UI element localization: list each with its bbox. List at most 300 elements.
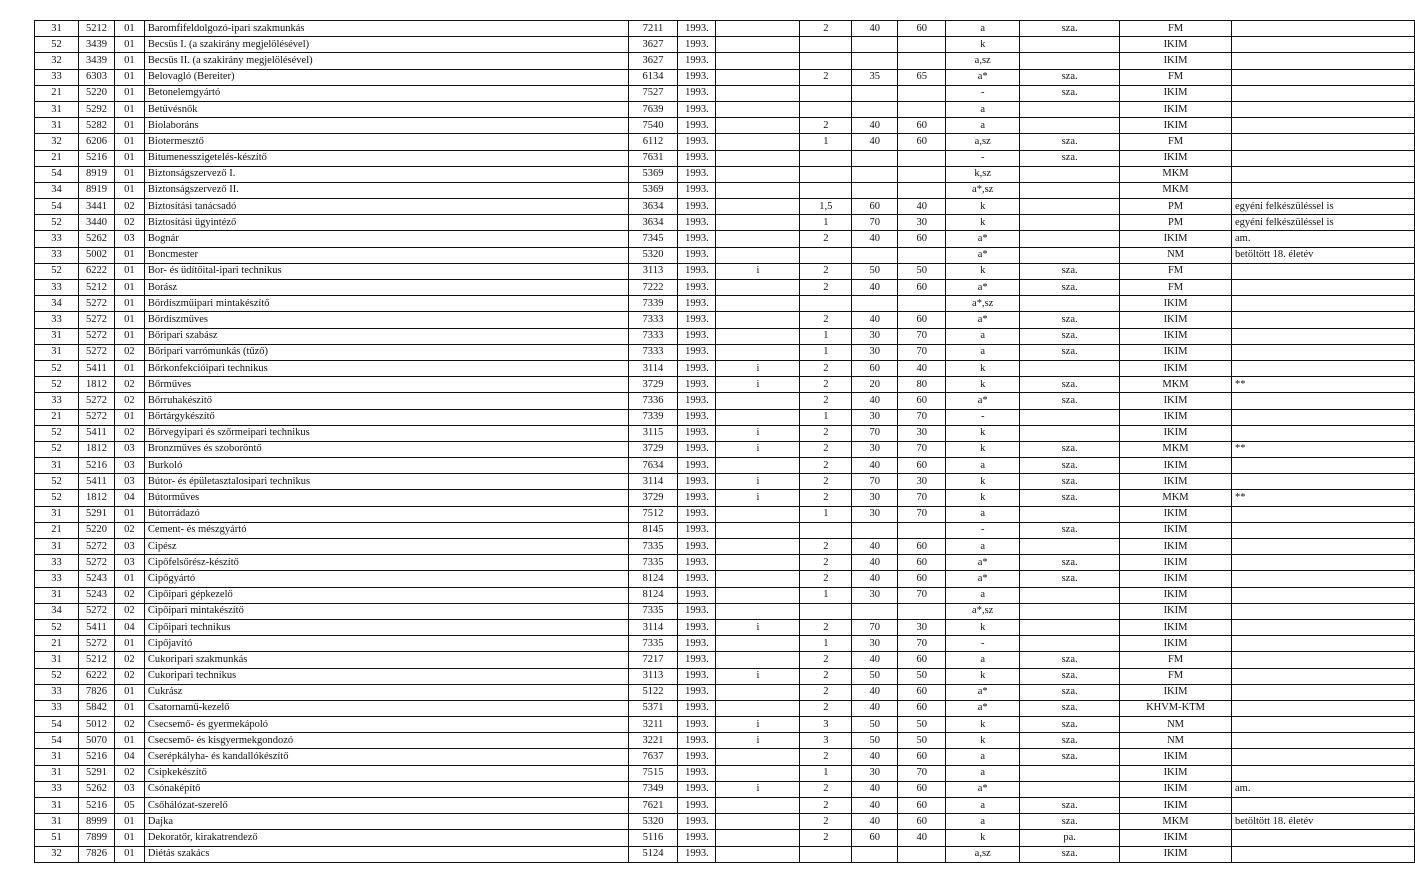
cell-entry-requirement: a <box>946 814 1020 830</box>
cell-occupation-code: 5292 <box>78 101 114 117</box>
cell-exam-note <box>1020 37 1120 53</box>
cell-year: 1993. <box>678 490 716 506</box>
cell-theory-percent: 40 <box>852 231 898 247</box>
cell-level-code: 52 <box>35 441 79 457</box>
cell-theory-percent: 50 <box>852 668 898 684</box>
cell-practice-percent: 70 <box>898 409 946 425</box>
cell-theory-percent <box>852 150 898 166</box>
cell-note <box>1232 360 1415 376</box>
cell-entry-requirement: a <box>946 328 1020 344</box>
cell-exam-note: sza. <box>1020 328 1120 344</box>
cell-year: 1993. <box>678 280 716 296</box>
cell-type-flag <box>716 522 800 538</box>
cell-note <box>1232 101 1415 117</box>
cell-exam-note: sza. <box>1020 668 1120 684</box>
cell-level-code: 31 <box>35 765 79 781</box>
cell-entry-requirement: k <box>946 377 1020 393</box>
cell-note: betöltött 18. életév <box>1232 247 1415 263</box>
cell-note <box>1232 37 1415 53</box>
table-row <box>35 749 1415 765</box>
cell-exam-note: sza. <box>1020 846 1120 862</box>
cell-practice-percent: 60 <box>898 458 946 474</box>
cell-entry-requirement: k <box>946 619 1020 635</box>
cell-exam-note: sza. <box>1020 150 1120 166</box>
cell-occupation-code: 5272 <box>78 539 114 555</box>
cell-theory-percent <box>852 522 898 538</box>
cell-feor-code: 3114 <box>628 474 678 490</box>
cell-entry-requirement: a*,sz <box>946 603 1020 619</box>
cell-duration: 2 <box>800 684 852 700</box>
cell-theory-percent: 60 <box>852 199 898 215</box>
cell-level-code: 52 <box>35 215 79 231</box>
cell-variant-code: 01 <box>114 328 144 344</box>
cell-year: 1993. <box>678 506 716 522</box>
cell-feor-code: 3729 <box>628 377 678 393</box>
cell-type-flag <box>716 166 800 182</box>
cell-entry-requirement: k <box>946 668 1020 684</box>
cell-feor-code: 3627 <box>628 53 678 69</box>
cell-entry-requirement: a* <box>946 684 1020 700</box>
cell-variant-code: 01 <box>114 312 144 328</box>
cell-entry-requirement: k <box>946 215 1020 231</box>
table-row <box>35 717 1415 733</box>
cell-year: 1993. <box>678 814 716 830</box>
cell-variant-code: 01 <box>114 85 144 101</box>
cell-practice-percent: 70 <box>898 328 946 344</box>
cell-practice-percent: 60 <box>898 700 946 716</box>
cell-entry-requirement: a <box>946 21 1020 37</box>
cell-occupation-name: Bútor- és épületasztalosipari technikus <box>144 474 628 490</box>
cell-occupation-code: 5291 <box>78 506 114 522</box>
cell-type-flag <box>716 53 800 69</box>
cell-entry-requirement: k <box>946 199 1020 215</box>
cell-note <box>1232 328 1415 344</box>
cell-occupation-code: 5842 <box>78 700 114 716</box>
cell-year: 1993. <box>678 619 716 635</box>
cell-level-code: 52 <box>35 263 79 279</box>
cell-type-flag <box>716 798 800 814</box>
cell-exam-note: sza. <box>1020 263 1120 279</box>
cell-year: 1993. <box>678 134 716 150</box>
cell-ministry: IKIM <box>1120 409 1232 425</box>
cell-variant-code: 05 <box>114 798 144 814</box>
cell-theory-percent: 60 <box>852 360 898 376</box>
cell-year: 1993. <box>678 571 716 587</box>
cell-ministry: FM <box>1120 21 1232 37</box>
cell-duration <box>800 150 852 166</box>
cell-year: 1993. <box>678 733 716 749</box>
cell-duration: 2 <box>800 425 852 441</box>
cell-occupation-name: Boncmester <box>144 247 628 263</box>
cell-occupation-name: Csecsemő- és kisgyermekgondozó <box>144 733 628 749</box>
cell-variant-code: 01 <box>114 409 144 425</box>
cell-entry-requirement: a <box>946 458 1020 474</box>
table-row <box>35 555 1415 571</box>
cell-occupation-code: 5272 <box>78 393 114 409</box>
cell-feor-code: 7540 <box>628 118 678 134</box>
cell-ministry: IKIM <box>1120 474 1232 490</box>
cell-level-code: 31 <box>35 814 79 830</box>
cell-ministry: KHVM-KTM <box>1120 700 1232 716</box>
cell-level-code: 32 <box>35 53 79 69</box>
cell-duration <box>800 53 852 69</box>
cell-theory-percent: 40 <box>852 458 898 474</box>
cell-type-flag <box>716 846 800 862</box>
cell-occupation-name: Bútorműves <box>144 490 628 506</box>
cell-level-code: 34 <box>35 182 79 198</box>
cell-note <box>1232 85 1415 101</box>
cell-entry-requirement: a,sz <box>946 53 1020 69</box>
cell-level-code: 31 <box>35 587 79 603</box>
cell-occupation-code: 5216 <box>78 749 114 765</box>
cell-year: 1993. <box>678 636 716 652</box>
cell-practice-percent: 60 <box>898 280 946 296</box>
table-row <box>35 344 1415 360</box>
cell-entry-requirement: k <box>946 733 1020 749</box>
cell-duration: 2 <box>800 377 852 393</box>
cell-occupation-name: Bőripari varrómunkás (tűző) <box>144 344 628 360</box>
cell-occupation-code: 5070 <box>78 733 114 749</box>
cell-variant-code: 01 <box>114 118 144 134</box>
cell-entry-requirement: a,sz <box>946 134 1020 150</box>
cell-theory-percent <box>852 182 898 198</box>
cell-type-flag <box>716 555 800 571</box>
cell-entry-requirement: - <box>946 409 1020 425</box>
cell-exam-note <box>1020 603 1120 619</box>
cell-type-flag <box>716 280 800 296</box>
cell-duration <box>800 522 852 538</box>
cell-type-flag <box>716 506 800 522</box>
cell-year: 1993. <box>678 668 716 684</box>
table-row <box>35 700 1415 716</box>
cell-theory-percent: 40 <box>852 539 898 555</box>
cell-ministry: IKIM <box>1120 506 1232 522</box>
cell-note <box>1232 280 1415 296</box>
cell-entry-requirement: a <box>946 344 1020 360</box>
cell-occupation-code: 8919 <box>78 166 114 182</box>
cell-year: 1993. <box>678 522 716 538</box>
cell-duration: 2 <box>800 571 852 587</box>
cell-theory-percent: 30 <box>852 490 898 506</box>
cell-practice-percent: 60 <box>898 312 946 328</box>
cell-occupation-code: 5002 <box>78 247 114 263</box>
table-row <box>35 328 1415 344</box>
cell-note <box>1232 296 1415 312</box>
cell-entry-requirement: a* <box>946 69 1020 85</box>
cell-exam-note: sza. <box>1020 474 1120 490</box>
cell-note: am. <box>1232 231 1415 247</box>
cell-level-code: 51 <box>35 830 79 846</box>
cell-feor-code: 3634 <box>628 215 678 231</box>
cell-type-flag <box>716 215 800 231</box>
table-row <box>35 490 1415 506</box>
cell-theory-percent: 50 <box>852 733 898 749</box>
cell-level-code: 33 <box>35 393 79 409</box>
cell-type-flag: i <box>716 733 800 749</box>
cell-occupation-code: 3439 <box>78 53 114 69</box>
cell-exam-note: sza. <box>1020 458 1120 474</box>
cell-exam-note <box>1020 539 1120 555</box>
table-row <box>35 458 1415 474</box>
table-row <box>35 85 1415 101</box>
cell-theory-percent: 60 <box>852 830 898 846</box>
cell-feor-code: 7621 <box>628 798 678 814</box>
cell-note <box>1232 21 1415 37</box>
cell-note <box>1232 166 1415 182</box>
cell-exam-note: sza. <box>1020 652 1120 668</box>
cell-occupation-name: Dekoratőr, kirakatrendező <box>144 830 628 846</box>
cell-ministry: IKIM <box>1120 231 1232 247</box>
cell-type-flag <box>716 101 800 117</box>
cell-occupation-name: Csónaképítő <box>144 781 628 797</box>
cell-theory-percent: 40 <box>852 280 898 296</box>
cell-ministry: MKM <box>1120 182 1232 198</box>
cell-theory-percent: 20 <box>852 377 898 393</box>
cell-ministry: NM <box>1120 247 1232 263</box>
cell-duration: 2 <box>800 619 852 635</box>
cell-entry-requirement: k <box>946 474 1020 490</box>
cell-note <box>1232 150 1415 166</box>
cell-occupation-code: 5012 <box>78 717 114 733</box>
cell-entry-requirement: a <box>946 539 1020 555</box>
cell-practice-percent: 70 <box>898 490 946 506</box>
cell-year: 1993. <box>678 360 716 376</box>
cell-type-flag <box>716 150 800 166</box>
cell-exam-note: sza. <box>1020 733 1120 749</box>
cell-practice-percent: 30 <box>898 474 946 490</box>
cell-note: egyéni felkészüléssel is <box>1232 199 1415 215</box>
cell-occupation-name: Biolaboráns <box>144 118 628 134</box>
cell-practice-percent <box>898 150 946 166</box>
cell-level-code: 52 <box>35 619 79 635</box>
cell-duration: 1 <box>800 328 852 344</box>
cell-theory-percent: 40 <box>852 393 898 409</box>
cell-type-flag <box>716 37 800 53</box>
cell-variant-code: 02 <box>114 215 144 231</box>
cell-exam-note: sza. <box>1020 377 1120 393</box>
cell-note <box>1232 603 1415 619</box>
cell-type-flag <box>716 749 800 765</box>
cell-practice-percent <box>898 846 946 862</box>
cell-variant-code: 04 <box>114 619 144 635</box>
cell-ministry: IKIM <box>1120 150 1232 166</box>
cell-year: 1993. <box>678 684 716 700</box>
table-row <box>35 280 1415 296</box>
cell-occupation-code: 5243 <box>78 571 114 587</box>
cell-note <box>1232 69 1415 85</box>
cell-practice-percent: 70 <box>898 441 946 457</box>
cell-occupation-code: 1812 <box>78 377 114 393</box>
cell-level-code: 33 <box>35 684 79 700</box>
cell-year: 1993. <box>678 101 716 117</box>
cell-theory-percent <box>852 101 898 117</box>
cell-ministry: IKIM <box>1120 37 1232 53</box>
cell-note <box>1232 717 1415 733</box>
cell-theory-percent: 40 <box>852 684 898 700</box>
cell-level-code: 33 <box>35 280 79 296</box>
cell-entry-requirement: a <box>946 652 1020 668</box>
cell-exam-note <box>1020 296 1120 312</box>
cell-ministry: IKIM <box>1120 636 1232 652</box>
cell-type-flag: i <box>716 619 800 635</box>
cell-variant-code: 02 <box>114 377 144 393</box>
cell-exam-note <box>1020 409 1120 425</box>
cell-year: 1993. <box>678 474 716 490</box>
cell-variant-code: 04 <box>114 490 144 506</box>
cell-theory-percent: 40 <box>852 134 898 150</box>
cell-practice-percent: 70 <box>898 344 946 360</box>
cell-practice-percent: 40 <box>898 830 946 846</box>
cell-variant-code: 01 <box>114 360 144 376</box>
cell-duration: 1 <box>800 765 852 781</box>
cell-ministry: IKIM <box>1120 571 1232 587</box>
cell-type-flag <box>716 231 800 247</box>
cell-duration: 2 <box>800 458 852 474</box>
cell-note <box>1232 539 1415 555</box>
cell-type-flag <box>716 652 800 668</box>
table-row <box>35 474 1415 490</box>
cell-ministry: FM <box>1120 280 1232 296</box>
table-row <box>35 539 1415 555</box>
cell-level-code: 31 <box>35 652 79 668</box>
cell-feor-code: 5371 <box>628 700 678 716</box>
cell-year: 1993. <box>678 312 716 328</box>
cell-type-flag: i <box>716 490 800 506</box>
cell-practice-percent: 70 <box>898 765 946 781</box>
cell-duration: 2 <box>800 69 852 85</box>
cell-duration: 1 <box>800 344 852 360</box>
cell-level-code: 33 <box>35 312 79 328</box>
cell-practice-percent: 60 <box>898 393 946 409</box>
cell-note <box>1232 53 1415 69</box>
cell-feor-code: 5124 <box>628 846 678 862</box>
cell-occupation-code: 6222 <box>78 263 114 279</box>
cell-occupation-code: 5220 <box>78 522 114 538</box>
cell-note <box>1232 522 1415 538</box>
cell-entry-requirement: a,sz <box>946 846 1020 862</box>
cell-type-flag: i <box>716 377 800 393</box>
table-row <box>35 668 1415 684</box>
cell-type-flag: i <box>716 360 800 376</box>
cell-note <box>1232 700 1415 716</box>
cell-year: 1993. <box>678 199 716 215</box>
cell-practice-percent: 60 <box>898 749 946 765</box>
cell-entry-requirement: a* <box>946 781 1020 797</box>
table-row <box>35 296 1415 312</box>
cell-theory-percent <box>852 247 898 263</box>
cell-entry-requirement: k <box>946 717 1020 733</box>
cell-feor-code: 3627 <box>628 37 678 53</box>
table-row <box>35 312 1415 328</box>
cell-theory-percent <box>852 53 898 69</box>
table-row <box>35 441 1415 457</box>
cell-type-flag <box>716 539 800 555</box>
cell-level-code: 31 <box>35 458 79 474</box>
cell-type-flag <box>716 765 800 781</box>
cell-occupation-code: 5262 <box>78 231 114 247</box>
cell-feor-code: 7631 <box>628 150 678 166</box>
cell-occupation-name: Bőrvegyipari és szőrmeipari technikus <box>144 425 628 441</box>
cell-duration: 2 <box>800 668 852 684</box>
cell-duration: 2 <box>800 781 852 797</box>
cell-variant-code: 01 <box>114 263 144 279</box>
cell-duration <box>800 603 852 619</box>
cell-feor-code: 3113 <box>628 263 678 279</box>
cell-duration <box>800 166 852 182</box>
cell-level-code: 31 <box>35 749 79 765</box>
cell-occupation-code: 5411 <box>78 425 114 441</box>
cell-practice-percent: 30 <box>898 619 946 635</box>
cell-occupation-name: Bognár <box>144 231 628 247</box>
cell-variant-code: 01 <box>114 101 144 117</box>
cell-exam-note <box>1020 360 1120 376</box>
cell-occupation-name: Cipőipari mintakészítő <box>144 603 628 619</box>
cell-feor-code: 7211 <box>628 21 678 37</box>
cell-practice-percent: 30 <box>898 215 946 231</box>
cell-year: 1993. <box>678 846 716 862</box>
cell-practice-percent: 60 <box>898 231 946 247</box>
cell-year: 1993. <box>678 231 716 247</box>
cell-entry-requirement: a <box>946 749 1020 765</box>
cell-level-code: 21 <box>35 522 79 538</box>
cell-variant-code: 01 <box>114 684 144 700</box>
cell-duration: 2 <box>800 312 852 328</box>
cell-exam-note: sza. <box>1020 555 1120 571</box>
cell-ministry: IKIM <box>1120 328 1232 344</box>
cell-year: 1993. <box>678 247 716 263</box>
cell-ministry: IKIM <box>1120 458 1232 474</box>
cell-ministry: IKIM <box>1120 781 1232 797</box>
cell-level-code: 31 <box>35 101 79 117</box>
cell-variant-code: 02 <box>114 425 144 441</box>
cell-year: 1993. <box>678 53 716 69</box>
cell-entry-requirement: - <box>946 636 1020 652</box>
cell-occupation-code: 3441 <box>78 199 114 215</box>
cell-level-code: 31 <box>35 328 79 344</box>
cell-practice-percent <box>898 296 946 312</box>
cell-exam-note: sza. <box>1020 490 1120 506</box>
cell-variant-code: 01 <box>114 814 144 830</box>
cell-variant-code: 03 <box>114 441 144 457</box>
cell-occupation-code: 5216 <box>78 150 114 166</box>
cell-exam-note <box>1020 781 1120 797</box>
cell-level-code: 52 <box>35 425 79 441</box>
cell-level-code: 31 <box>35 118 79 134</box>
cell-feor-code: 8145 <box>628 522 678 538</box>
cell-year: 1993. <box>678 587 716 603</box>
cell-occupation-code: 5272 <box>78 296 114 312</box>
cell-occupation-code: 5411 <box>78 619 114 635</box>
cell-theory-percent: 40 <box>852 21 898 37</box>
cell-variant-code: 02 <box>114 344 144 360</box>
cell-ministry: IKIM <box>1120 798 1232 814</box>
cell-year: 1993. <box>678 118 716 134</box>
cell-year: 1993. <box>678 652 716 668</box>
table-row <box>35 425 1415 441</box>
cell-type-flag <box>716 85 800 101</box>
cell-note <box>1232 312 1415 328</box>
cell-level-code: 52 <box>35 490 79 506</box>
table-row <box>35 733 1415 749</box>
cell-year: 1993. <box>678 458 716 474</box>
cell-duration <box>800 37 852 53</box>
cell-feor-code: 5320 <box>628 247 678 263</box>
cell-variant-code: 01 <box>114 280 144 296</box>
cell-type-flag <box>716 458 800 474</box>
cell-note <box>1232 571 1415 587</box>
cell-occupation-name: Becsüs II. (a szakirány megjelölésével) <box>144 53 628 69</box>
cell-exam-note: sza. <box>1020 69 1120 85</box>
